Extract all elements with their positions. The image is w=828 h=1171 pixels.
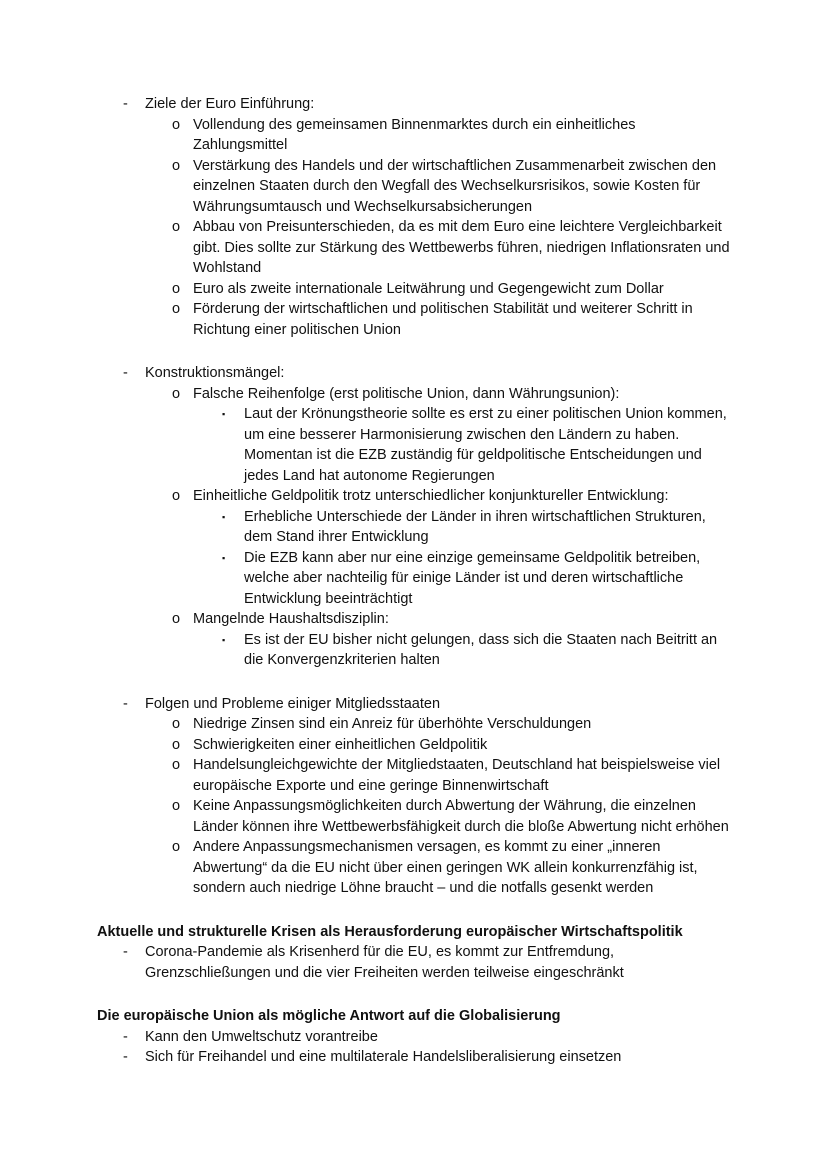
list-item	[97, 507, 733, 548]
list-item-text: Erhebliche Unterschiede der Länder in ihren wirtschaftlichen Strukturen, dem Stand ihrer Entwicklung	[244, 508, 706, 545]
list-item	[97, 548, 733, 610]
list-item	[97, 609, 733, 630]
list-item-text: Handelsungleichgewichte der Mitgliedstaaten, Deutschland hat beispielsweise viel europäische Exporte und eine geringe Binnenwirtschaft	[193, 757, 721, 794]
dash-bullet: -	[123, 365, 128, 381]
circle-bullet: o	[172, 839, 181, 855]
list-item-text: Kann den Umweltschutz vorantreibe	[145, 1028, 378, 1045]
circle-bullet: o	[172, 385, 181, 402]
list-item	[97, 630, 733, 671]
circle-bullet: o	[172, 716, 181, 732]
list-item-text: Euro als zweite internationale Leitwährung und Gegengewicht zum Dollar	[193, 280, 664, 297]
section-heading-text: Die europäische Union als mögliche Antwort auf die Globalisierung	[97, 1008, 561, 1024]
list-item-text: Folgen und Probleme einiger Mitgliedsstaaten	[145, 695, 441, 712]
list-item-text: Niedrige Zinsen sind ein Anreiz für überhöhte Verschuldungen	[193, 716, 592, 732]
list-item	[97, 755, 733, 796]
list-item	[97, 796, 733, 837]
list-item	[97, 1047, 733, 1068]
list-item	[97, 299, 733, 340]
list-item	[97, 363, 733, 384]
circle-bullet: o	[172, 757, 181, 773]
list-item-text: Corona-Pandemie als Krisenherd für die EU, es kommt zur Entfremdung, Grenzschließungen und die vier Freiheiten werden teilweise eingeschränkt	[145, 944, 624, 981]
list-item-text: Verstärkung des Handels und der wirtschaftlichen Zusammenarbeit zwischen den einzelnen Staaten durch den Wegfall des Wechselkursrisikos, sowie Kosten für Währungsumtausch und Wechselkursabsicherungen	[193, 157, 717, 215]
list-item	[97, 217, 733, 279]
dash-bullet: -	[123, 944, 128, 960]
square-bullet: ▪	[222, 552, 226, 563]
list-item	[97, 837, 733, 899]
list-item-text: Abbau von Preisunterschieden, da es mit dem Euro eine leichtere Vergleichbarkeit gibt. Dies sollte zur Stärkung des Wettbewerbs führen, niedrigen Inflationsraten und Wohlstand	[193, 219, 730, 276]
list-item	[97, 735, 733, 756]
circle-bullet: o	[172, 280, 181, 297]
circle-bullet: o	[172, 488, 181, 504]
list-item-text: Ziele der Euro Einführung:	[145, 96, 315, 112]
list-item	[97, 714, 733, 735]
list-item	[97, 486, 733, 507]
circle-bullet: o	[172, 611, 181, 627]
section-heading	[97, 922, 733, 943]
list-item	[97, 404, 733, 486]
square-bullet: ▪	[222, 634, 226, 645]
list-item	[97, 942, 733, 983]
dash-bullet: -	[123, 96, 128, 112]
list-item-text: Sich für Freihandel und eine multilaterale Handelsliberalisierung einsetzen	[145, 1049, 622, 1065]
list-item-text: Andere Anpassungsmechanismen versagen, es kommt zu einer „inneren Abwertung“ da die EU nicht über einen geringen WK allein konkurrenzfähig ist, sondern auch niedrige Löhne braucht – und die notfalls gesenkt werden	[193, 839, 698, 896]
list-item-text: Konstruktionsmängel:	[145, 365, 285, 381]
square-bullet: ▪	[222, 409, 226, 419]
list-item-text: Schwierigkeiten einer einheitlichen Geldpolitik	[193, 736, 488, 753]
circle-bullet: o	[172, 301, 181, 317]
circle-bullet: o	[172, 219, 181, 235]
dash-bullet: -	[123, 695, 128, 712]
circle-bullet: o	[172, 736, 181, 753]
list-item-text: Keine Anpassungsmöglichkeiten durch Abwertung der Währung, die einzelnen Länder können ihre Wettbewerbsfähigkeit durch die bloße Abwertung nicht erhöhen	[193, 798, 729, 835]
list-item-text: Einheitliche Geldpolitik trotz unterschiedlicher konjunktureller Entwicklung:	[193, 488, 669, 504]
list-item-text: Vollendung des gemeinsamen Binnenmarktes durch ein einheitliches Zahlungsmittel	[193, 116, 636, 153]
section-heading-text: Aktuelle und strukturelle Krisen als Herausforderung europäischer Wirtschaftspolitik	[97, 923, 683, 940]
list-item-text: Mangelnde Haushaltsdisziplin:	[193, 611, 389, 627]
list-item	[97, 694, 733, 715]
list-item	[97, 384, 733, 405]
list-item-text: Laut der Krönungstheorie sollte es erst zu einer politischen Union kommen, um eine besserer Harmonisierung zwischen den Ländern zu haben. Momentan ist die EZB zuständig für geldpolitische Entscheidungen und jedes Land hat autonome Regierungen	[244, 406, 727, 484]
dash-bullet: -	[123, 1049, 128, 1065]
list-item-text: Falsche Reihenfolge (erst politische Union, dann Währungsunion):	[193, 385, 620, 402]
dash-bullet: -	[123, 1028, 128, 1045]
circle-bullet: o	[172, 157, 181, 174]
list-item	[97, 1027, 733, 1048]
list-item	[97, 115, 733, 156]
list-item-text: Es ist der EU bisher nicht gelungen, dass sich die Staaten nach Beitritt an die Konvergenzkriterien halten	[244, 631, 718, 668]
square-bullet: ▪	[222, 511, 226, 522]
circle-bullet: o	[172, 116, 181, 133]
circle-bullet: o	[172, 798, 181, 814]
list-item-text: Förderung der wirtschaftlichen und politischen Stabilität und weiterer Schritt in Richtung einer politischen Union	[193, 301, 693, 338]
list-item	[97, 94, 733, 115]
list-item	[97, 156, 733, 218]
list-item	[97, 279, 733, 300]
section-heading	[97, 1006, 733, 1027]
list-item-text: Die EZB kann aber nur eine einzige gemeinsame Geldpolitik betreiben, welche aber nachteilig für einige Länder ist und deren wirtschaftliche Entwicklung beeinträchtigt	[244, 549, 701, 607]
